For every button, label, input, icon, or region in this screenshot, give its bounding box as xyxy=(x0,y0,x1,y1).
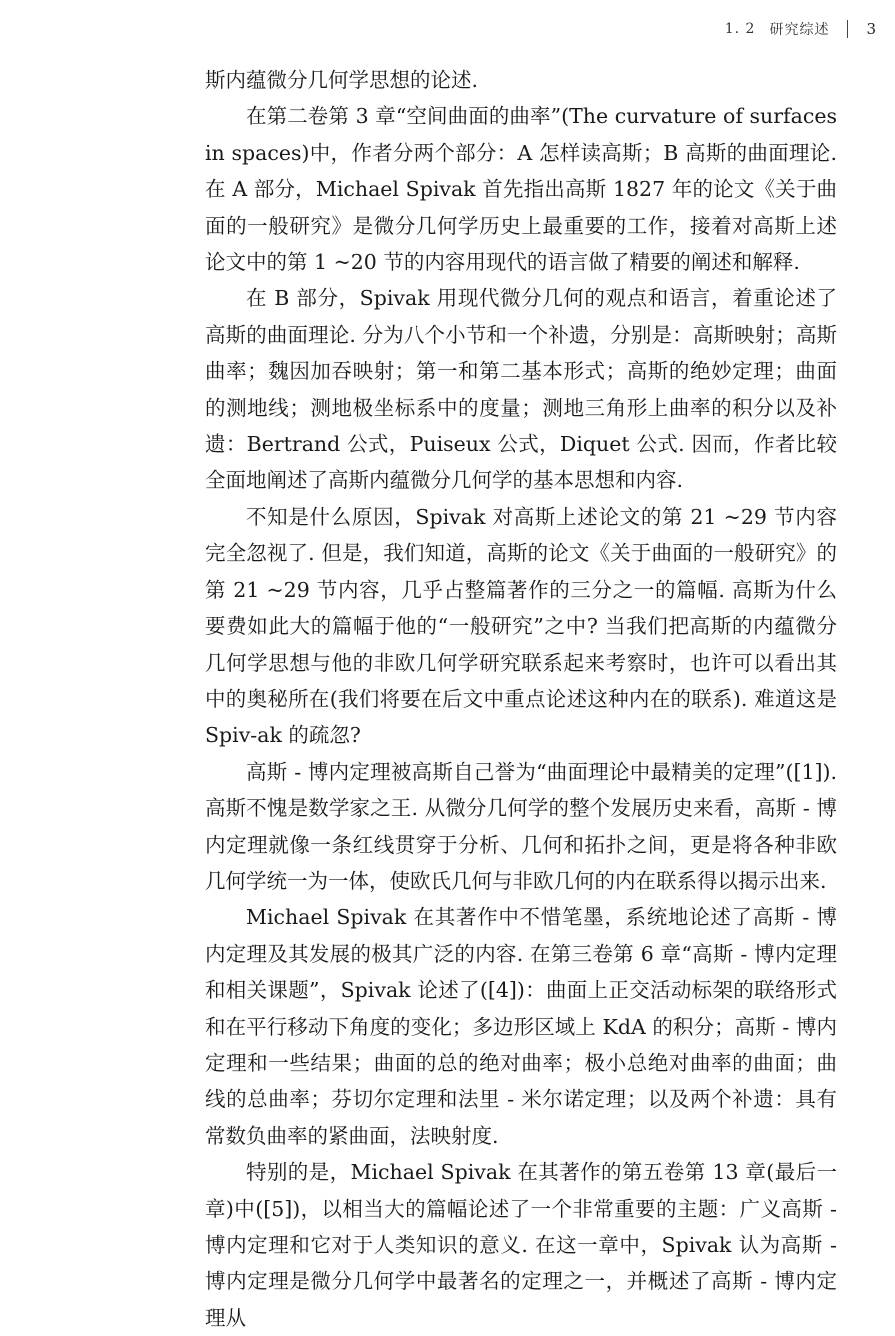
page-number: 3 xyxy=(866,20,877,38)
running-head xyxy=(725,18,877,40)
paragraph-continued: 斯内蕴微分几何学思想的论述. xyxy=(205,68,479,92)
header-divider xyxy=(847,20,848,38)
section-title: 研究综述 xyxy=(769,22,830,38)
paragraph: 在 B 部分，Spivak 用现代微分几何的观点和语言，着重论述了高斯的曲面理论. 分为八个小节和一个补遗，分别是：高斯映射；高斯曲率；魏因加吞映射；第一和第二基本形式；高斯的绝妙定理；曲面的测地线；测地极坐标系中的度量；测地三角形上曲率的积分以及补遗：Bertrand 公式，Puiseux 公式，Diquet 公式. 因而，作者比较全面地阐述了高斯内蕴微分几何学的基本思想和内容. xyxy=(205,286,837,493)
paragraph: 不知是什么原因，Spivak 对高斯上述论文的第 21 ~29 节内容完全忽视了. 但是，我们知道，高斯的论文《关于曲面的一般研究》的第 21 ~29 节内容，几乎占整篇著作的三分之一的篇幅. 高斯为什么要费如此大的篇幅于他的“一般研究”之中? 当我们把高斯的内蕴微分几何学思想与他的非欧几何学研究联系起来考察时，也许可以看出其中的奥秘所在(我们将要在后文中重点论述这种内在的联系). 难道这是 Spiv-ak 的疏忽? xyxy=(205,504,837,748)
paragraph: 高斯 - 博内定理被高斯自己誉为“曲面理论中最精美的定理”([1]). 高斯不愧是数学家之王. 从微分几何学的整个发展历史来看，高斯 - 博内定理就像一条红线贯穿于分析、几何和拓扑之间，更是将各种非欧几何学统一为一体，使欧氏几何与非欧几何的内在联系得以揭示出来. xyxy=(205,759,837,893)
paragraph: 在第二卷第 3 章“空间曲面的曲率”(The curvature of surfaces in spaces)中，作者分两个部分：A 怎样读高斯；B 高斯的曲面理论. 在 A 部分，Michael Spivak 首先指出高斯 1827 年的论文《关于曲面的一般研究》是微分几何学历史上最重要的工作，接着对高斯上述论文中的第 1 ~20 节的内容用现代的语言做了精要的阐述和解释. xyxy=(205,104,837,275)
section-number: 1. 2 xyxy=(724,21,756,37)
paragraph: 特别的是，Michael Spivak 在其著作的第五卷第 13 章(最后一章)中([5])，以相当大的篇幅论述了一个非常重要的主题：广义高斯 - 博内定理和它对于人类知识的意义. 在这一章中，Spivak 认为高斯 - 博内定理是微分几何学中最著名的定理之一，并概述了高斯 - 博内定理从 xyxy=(205,1160,837,1330)
paragraph: Michael Spivak 在其著作中不惜笔墨，系统地论述了高斯 - 博内定理及其发展的极其广泛的内容. 在第三卷第 6 章“高斯 - 博内定理和相关课题”，Spivak 论述了([4])：曲面上正交活动标架的联络形式和在平行移动下角度的变化；多边形区域上 KdA 的积分；高斯 - 博内定理和一些结果；曲面的总的绝对曲率；极小总绝对曲率的曲面；曲线的总曲率；芬切尔定理和法里 - 米尔诺定理；以及两个补遗：具有常数负曲率的紧曲面，法映射度. xyxy=(205,905,837,1148)
body-text xyxy=(205,62,837,1336)
